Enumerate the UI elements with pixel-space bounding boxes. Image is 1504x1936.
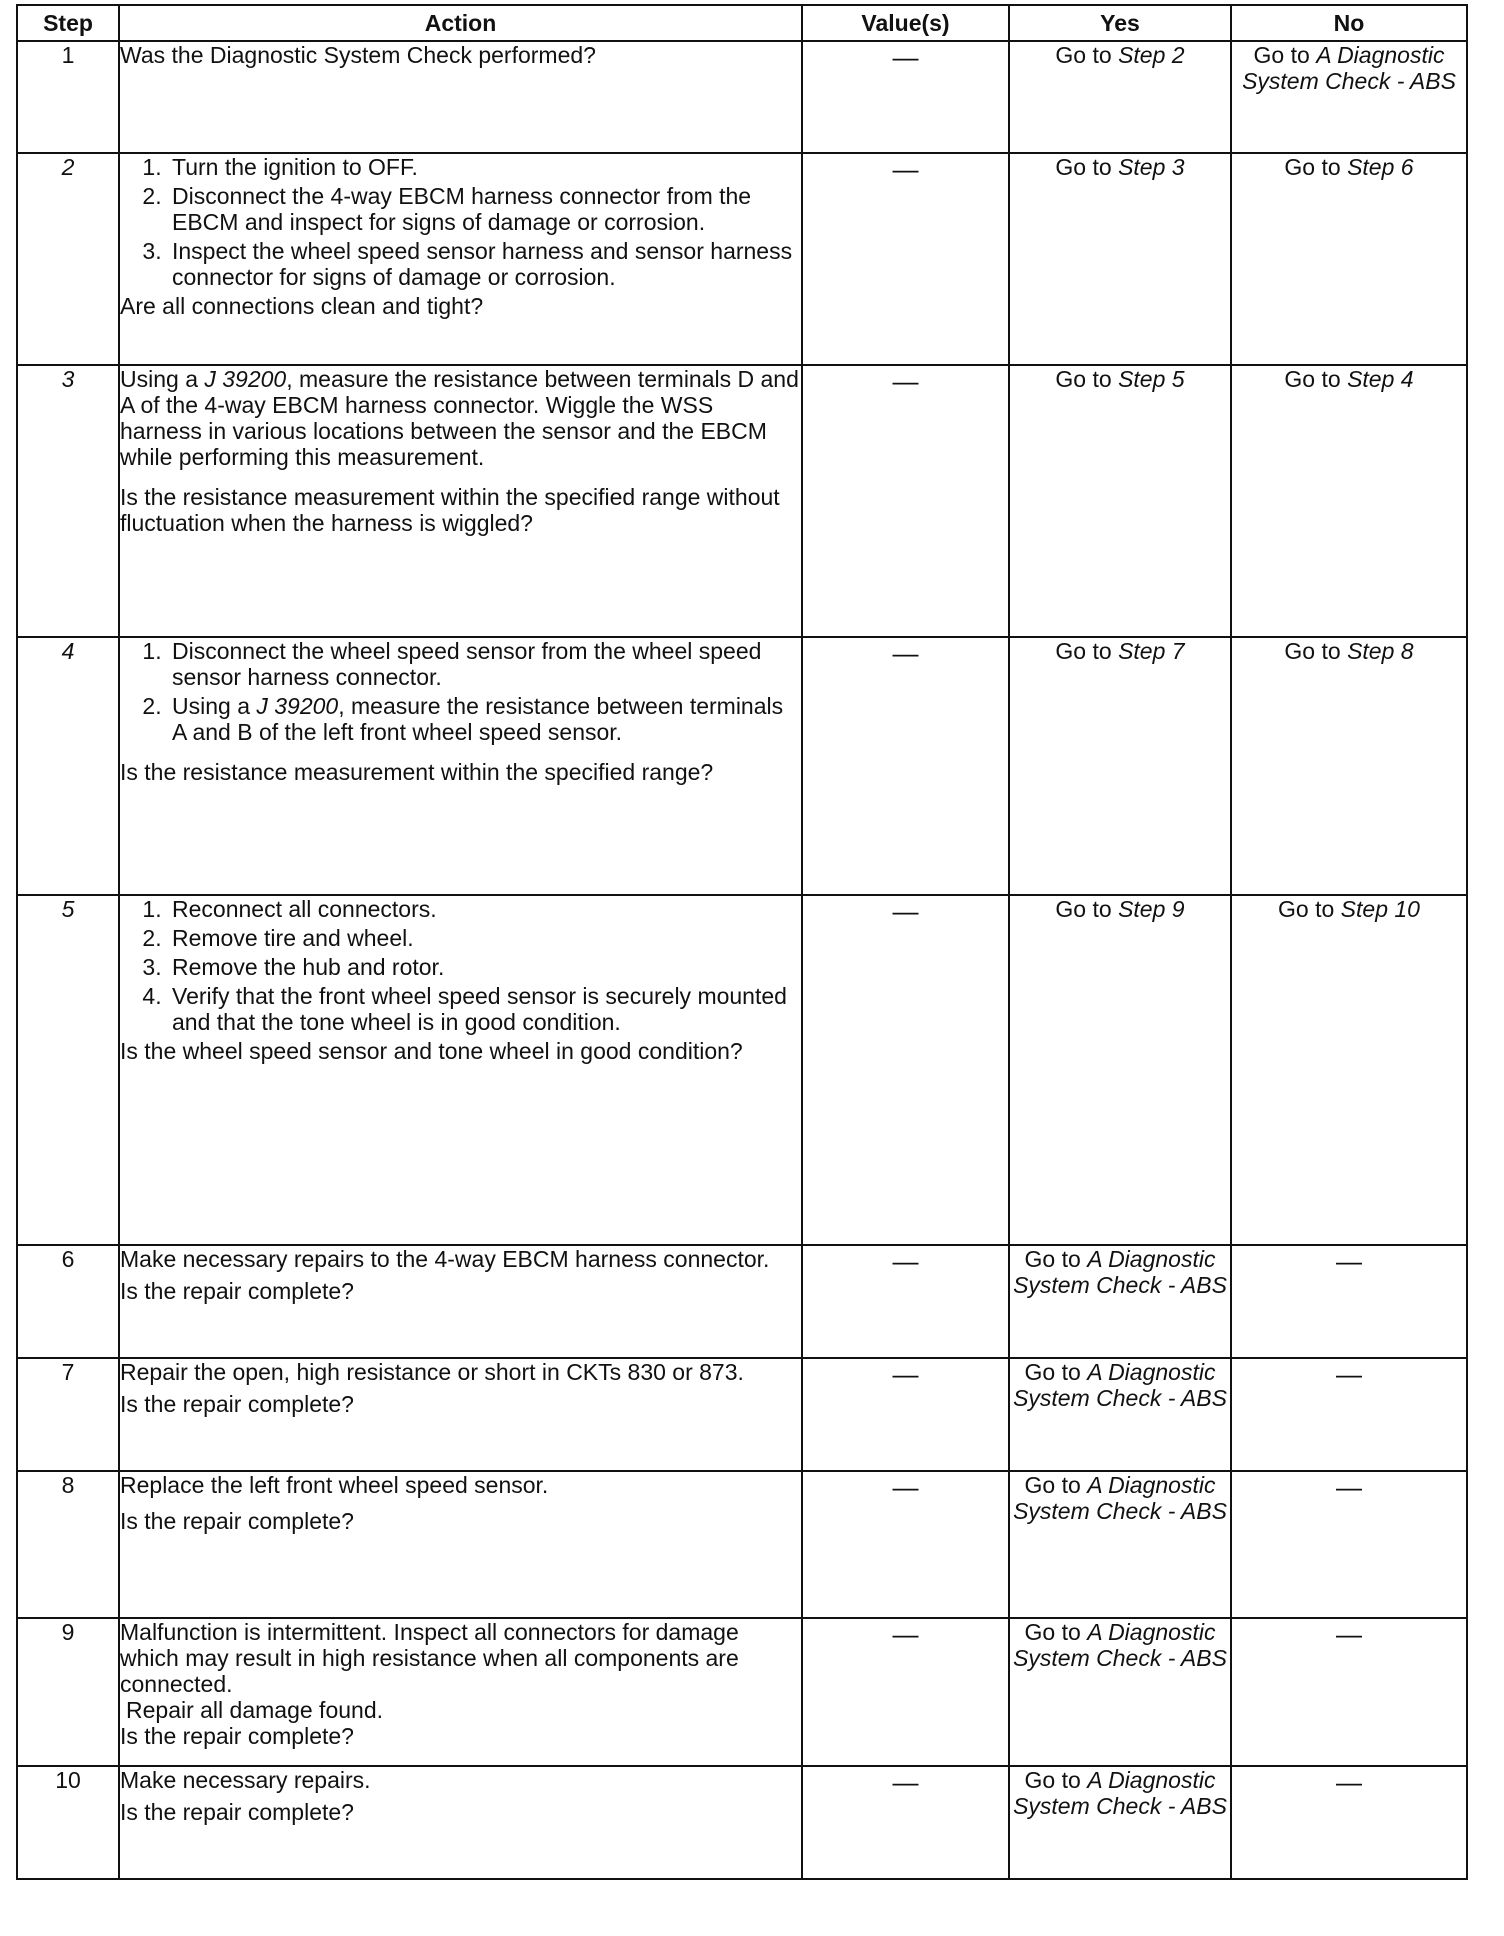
action-question: Is the repair complete? bbox=[120, 1723, 354, 1749]
go-to-prefix: Go to bbox=[1055, 638, 1119, 664]
action-question: Is the repair complete? bbox=[120, 1278, 354, 1304]
value-cell: — bbox=[802, 1766, 1009, 1879]
step-number: 2 bbox=[17, 153, 119, 365]
go-to-prefix: Go to bbox=[1055, 154, 1119, 180]
header-values: Value(s) bbox=[802, 5, 1009, 41]
action-cell bbox=[119, 153, 802, 365]
table-row-step-4 bbox=[17, 637, 1467, 895]
table-row-step-5 bbox=[17, 895, 1467, 1245]
action-instruction: Make necessary repairs. bbox=[120, 1767, 371, 1793]
go-to-step-link[interactable]: Step 6 bbox=[1347, 154, 1414, 180]
value-cell: — bbox=[802, 1618, 1009, 1766]
step-number: 6 bbox=[17, 1245, 119, 1358]
value-cell: — bbox=[802, 1358, 1009, 1471]
action-cell bbox=[119, 637, 802, 895]
step-number: 1 bbox=[17, 41, 119, 153]
action-step-item: 4. Verify that the front wheel speed sensor is securely mounted and that the tone wheel is in good condition. bbox=[168, 983, 801, 1035]
value-cell: — bbox=[802, 1245, 1009, 1358]
table-row-step-2 bbox=[17, 153, 1467, 365]
value-cell: — bbox=[802, 41, 1009, 153]
go-to-prefix: Go to bbox=[1024, 1472, 1088, 1498]
action-instruction: Malfunction is intermittent. Inspect all connectors for damage which may result in high resistance when all components are connected. bbox=[120, 1619, 739, 1697]
table-row-step-3 bbox=[17, 365, 1467, 637]
action-question: Is the resistance measurement within the specified range? bbox=[120, 759, 714, 785]
action-step-item: 2. Remove tire and wheel. bbox=[168, 925, 801, 951]
diagnostic-table bbox=[16, 4, 1468, 1880]
go-to-prefix: Go to bbox=[1024, 1619, 1088, 1645]
diagnostic-page bbox=[16, 4, 1466, 1880]
table-row-step-7 bbox=[17, 1358, 1467, 1471]
action-steps-list bbox=[120, 154, 801, 290]
step-number: 4 bbox=[17, 637, 119, 895]
go-to-prefix: Go to bbox=[1024, 1246, 1088, 1272]
action-step-item bbox=[168, 693, 801, 745]
go-to-step-link[interactable]: Step 2 bbox=[1118, 42, 1185, 68]
action-question: Are all connections clean and tight? bbox=[120, 293, 484, 319]
action-steps-list bbox=[120, 896, 801, 1035]
action-question: Was the Diagnostic System Check performed? bbox=[120, 42, 596, 68]
go-to-diagnostic-check-link[interactable]: A Diagnostic System Check - ABS bbox=[1013, 1767, 1227, 1819]
tool-name: J 39200 bbox=[204, 366, 287, 392]
table-row-step-8 bbox=[17, 1471, 1467, 1618]
action-instruction: Replace the left front wheel speed sensor. bbox=[120, 1472, 549, 1498]
go-to-diagnostic-check-link[interactable]: A Diagnostic System Check - ABS bbox=[1013, 1246, 1227, 1298]
no-cell: — bbox=[1231, 1618, 1467, 1766]
yes-cell bbox=[1009, 1358, 1231, 1471]
action-question: Is the repair complete? bbox=[120, 1799, 354, 1825]
header-row bbox=[17, 5, 1467, 41]
header-no: No bbox=[1231, 5, 1467, 41]
yes-cell bbox=[1009, 895, 1231, 1245]
action-step-item: 1. Disconnect the wheel speed sensor from the wheel speed sensor harness connector. bbox=[168, 638, 801, 690]
yes-cell bbox=[1009, 153, 1231, 365]
go-to-prefix: Go to bbox=[1055, 896, 1119, 922]
go-to-diagnostic-check-link[interactable]: A Diagnostic System Check - ABS bbox=[1013, 1619, 1227, 1671]
action-cell bbox=[119, 1245, 802, 1358]
table-row-step-10 bbox=[17, 1766, 1467, 1879]
no-cell bbox=[1231, 895, 1467, 1245]
instruction-text: , measure the resistance between terminals D and A of the 4-way EBCM harness connector. Wiggle the WSS harness in various locations between the sensor and the EBCM while performing this measurement. bbox=[120, 366, 799, 470]
yes-cell bbox=[1009, 365, 1231, 637]
go-to-step-link[interactable]: Step 7 bbox=[1118, 638, 1185, 664]
go-to-prefix: Go to bbox=[1055, 366, 1119, 392]
step-number: 3 bbox=[17, 365, 119, 637]
step-number: 7 bbox=[17, 1358, 119, 1471]
action-cell bbox=[119, 365, 802, 637]
table-row-step-6 bbox=[17, 1245, 1467, 1358]
go-to-step-link[interactable]: Step 5 bbox=[1118, 366, 1185, 392]
action-steps-list bbox=[120, 638, 801, 745]
no-cell bbox=[1231, 153, 1467, 365]
header-step: Step bbox=[17, 5, 119, 41]
go-to-step-link[interactable]: Step 10 bbox=[1340, 896, 1420, 922]
yes-cell bbox=[1009, 1618, 1231, 1766]
action-question: Is the repair complete? bbox=[120, 1391, 354, 1417]
yes-cell bbox=[1009, 1766, 1231, 1879]
action-question: Is the resistance measurement within the specified range without fluctuation when the harness is wiggled? bbox=[120, 484, 780, 536]
go-to-prefix: Go to bbox=[1024, 1767, 1088, 1793]
no-cell bbox=[1231, 365, 1467, 637]
action-cell bbox=[119, 1471, 802, 1618]
action-step-item: 2. Disconnect the 4-way EBCM harness connector from the EBCM and inspect for signs of damage or corrosion. bbox=[168, 183, 801, 235]
yes-cell bbox=[1009, 41, 1231, 153]
value-cell: — bbox=[802, 637, 1009, 895]
no-cell: — bbox=[1231, 1358, 1467, 1471]
step-number: 8 bbox=[17, 1471, 119, 1618]
action-step-item: 3. Remove the hub and rotor. bbox=[168, 954, 801, 980]
yes-cell bbox=[1009, 637, 1231, 895]
action-instruction bbox=[120, 366, 801, 470]
no-cell: — bbox=[1231, 1766, 1467, 1879]
yes-cell bbox=[1009, 1471, 1231, 1618]
no-cell: — bbox=[1231, 1245, 1467, 1358]
action-question: Is the wheel speed sensor and tone wheel in good condition? bbox=[120, 1038, 743, 1064]
table-row-step-9 bbox=[17, 1618, 1467, 1766]
step-number: 10 bbox=[17, 1766, 119, 1879]
go-to-prefix: Go to bbox=[1284, 154, 1348, 180]
action-instruction: Repair the open, high resistance or short in CKTs 830 or 873. bbox=[120, 1359, 744, 1385]
go-to-prefix: Go to bbox=[1024, 1359, 1088, 1385]
no-cell: — bbox=[1231, 1471, 1467, 1618]
go-to-prefix: Go to bbox=[1055, 42, 1119, 68]
action-step-item: 1. Turn the ignition to OFF. bbox=[168, 154, 801, 180]
instruction-text: Using a bbox=[120, 366, 205, 392]
step-number: 9 bbox=[17, 1618, 119, 1766]
value-cell: — bbox=[802, 153, 1009, 365]
header-yes: Yes bbox=[1009, 5, 1231, 41]
yes-cell bbox=[1009, 1245, 1231, 1358]
go-to-diagnostic-check-link[interactable]: A Diagnostic System Check - ABS bbox=[1013, 1472, 1227, 1524]
instruction-text: Using a bbox=[172, 693, 257, 719]
no-cell bbox=[1231, 41, 1467, 153]
go-to-prefix: Go to bbox=[1284, 638, 1348, 664]
no-cell bbox=[1231, 637, 1467, 895]
action-cell bbox=[119, 1766, 802, 1879]
action-step-item: 1. Reconnect all connectors. bbox=[168, 896, 801, 922]
action-instruction: Repair all damage found. bbox=[126, 1697, 383, 1723]
action-cell bbox=[119, 41, 802, 153]
action-cell bbox=[119, 895, 802, 1245]
value-cell: — bbox=[802, 365, 1009, 637]
go-to-step-link[interactable]: Step 8 bbox=[1347, 638, 1414, 664]
value-cell: — bbox=[802, 1471, 1009, 1618]
action-step-item: 3. Inspect the wheel speed sensor harness and sensor harness connector for signs of damage or corrosion. bbox=[168, 238, 801, 290]
action-instruction: Make necessary repairs to the 4-way EBCM harness connector. bbox=[120, 1246, 770, 1272]
go-to-diagnostic-check-link[interactable]: A Diagnostic System Check - ABS bbox=[1242, 42, 1456, 94]
tool-name: J 39200 bbox=[256, 693, 339, 719]
header-action: Action bbox=[119, 5, 802, 41]
go-to-step-link[interactable]: Step 9 bbox=[1118, 896, 1185, 922]
action-cell bbox=[119, 1618, 802, 1766]
action-cell bbox=[119, 1358, 802, 1471]
go-to-prefix: Go to bbox=[1284, 366, 1348, 392]
go-to-prefix: Go to bbox=[1278, 896, 1341, 922]
table-row-step-1 bbox=[17, 41, 1467, 153]
step-number: 5 bbox=[17, 895, 119, 1245]
go-to-diagnostic-check-link[interactable]: A Diagnostic System Check - ABS bbox=[1013, 1359, 1227, 1411]
instruction-text: , measure the resistance between terminals A and B of the left front wheel speed sensor. bbox=[172, 693, 784, 745]
go-to-prefix: Go to bbox=[1253, 42, 1317, 68]
go-to-step-link[interactable]: Step 3 bbox=[1118, 154, 1185, 180]
value-cell: — bbox=[802, 895, 1009, 1245]
go-to-step-link[interactable]: Step 4 bbox=[1347, 366, 1414, 392]
action-question: Is the repair complete? bbox=[120, 1508, 354, 1534]
